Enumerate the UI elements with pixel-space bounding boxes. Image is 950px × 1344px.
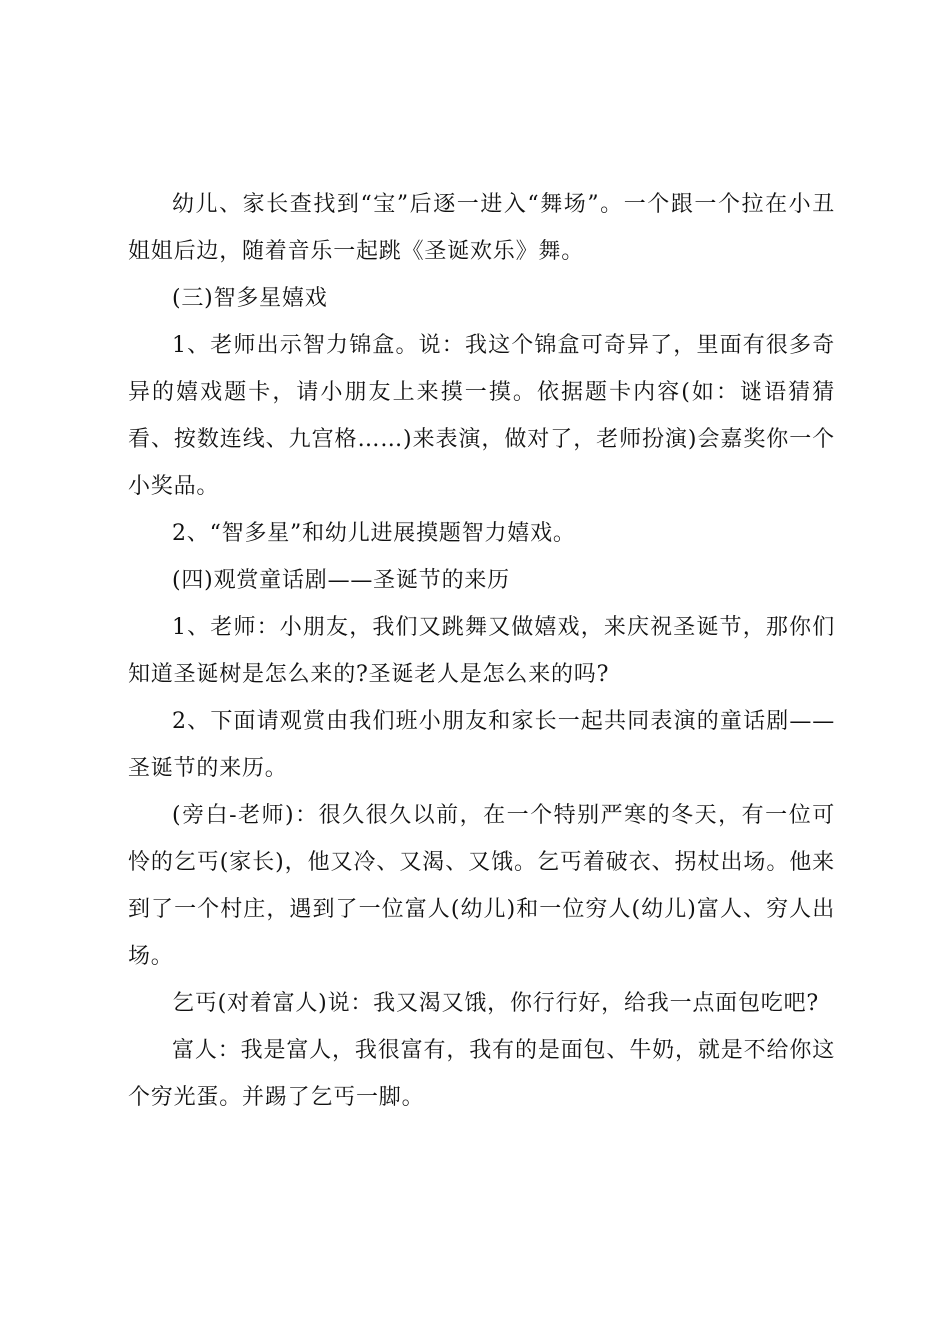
paragraph-beggar-line: 乞丐(对着富人)说：我又渴又饿，你行行好，给我一点面包吃吧? (172, 991, 819, 1016)
paragraph-smart-star-game: 2、“智多星”和幼儿进展摸题智力嬉戏。 (172, 521, 576, 546)
paragraph-narration: (旁白-老师)：很久很久以前，在一个特别严寒的冬天，有一位可怜的乞丐(家长)，他又冷、又渴、又饿。乞丐着破衣、拐杖出场。他来到了一个村庄，遇到了一位富人(幼儿)和一位穷人(幼儿)富人、穷人出场。 (128, 803, 835, 969)
paragraph-rich-man-line: 富人：我是富人，我很富有，我有的是面包、牛奶，就是不给你这个穷光蛋。并踢了乞丐一脚。 (128, 1038, 835, 1110)
document-body (128, 181, 835, 1121)
section-heading-smart-star-game: (三)智多星嬉戏 (172, 286, 328, 311)
paragraph-dance-entry: 幼儿、家长查找到“宝”后逐一进入“舞场”。一个跟一个拉在小丑姐姐后边，随着音乐一起跳《圣诞欢乐》舞。 (128, 192, 835, 264)
paragraph-teacher-question: 1、老师：小朋友，我们又跳舞又做嬉戏，来庆祝圣诞节，那你们知道圣诞树是怎么来的?圣诞老人是怎么来的吗? (128, 615, 835, 687)
paragraph-puzzle-box: 1、老师出示智力锦盒。说：我这个锦盒可奇异了，里面有很多奇异的嬉戏题卡，请小朋友上来摸一摸。依据题卡内容(如：谜语猜猜看、按数连线、九宫格……)来表演，做对了，老师扮演)会嘉奖你一个小奖品。 (128, 333, 835, 499)
paragraph-play-intro: 2、下面请观赏由我们班小朋友和家长一起共同表演的童话剧——圣诞节的来历。 (128, 709, 835, 781)
section-heading-fairy-tale-play: (四)观赏童话剧——圣诞节的来历 (172, 568, 510, 593)
